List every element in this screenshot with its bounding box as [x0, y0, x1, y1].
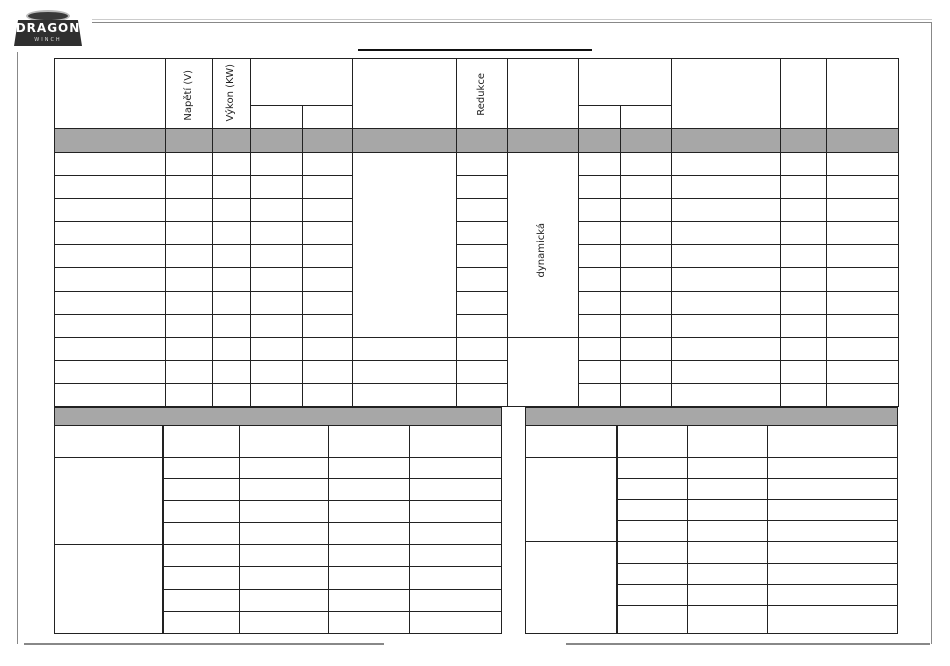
table-cell: [213, 153, 251, 176]
table-cell: [688, 606, 768, 634]
grey-band-cell: [781, 129, 827, 153]
table-cell: [618, 458, 688, 479]
header-cell: [688, 426, 768, 458]
header-cell: [768, 426, 898, 458]
table-cell: [672, 245, 781, 268]
table-cell: [672, 292, 781, 315]
grey-band-cell: [303, 129, 353, 153]
table-cell: [213, 199, 251, 222]
table-cell: [457, 268, 508, 292]
table-cell: [827, 338, 899, 361]
group-cell: [54, 545, 164, 634]
table-cell: [251, 361, 303, 384]
table-cell: [303, 361, 353, 384]
table-cell: [781, 338, 827, 361]
table-cell: [827, 315, 899, 338]
table-cell: [164, 458, 240, 479]
header-cell: [240, 426, 329, 458]
header-cell: [508, 59, 579, 129]
table-cell: [768, 479, 898, 500]
header-cell: [525, 426, 618, 458]
table-cell: [672, 384, 781, 407]
table-cell: [688, 564, 768, 585]
table-cell: [457, 153, 508, 176]
merged-cell: [508, 338, 579, 407]
table-cell: [672, 315, 781, 338]
table-cell: [781, 199, 827, 222]
grey-band-cell: [166, 129, 213, 153]
table-cell: [688, 542, 768, 564]
logo-subtitle: WINCH: [34, 37, 62, 43]
table-cell: [410, 523, 502, 545]
table-cell: [781, 153, 827, 176]
table-cell: [213, 384, 251, 407]
bottom-right-table: [525, 407, 898, 634]
table-cell: [240, 458, 329, 479]
table-cell: [579, 199, 621, 222]
table-cell: [688, 585, 768, 606]
table-cell: [166, 315, 213, 338]
table-cell: [329, 479, 410, 501]
table-cell: [621, 338, 672, 361]
table-cell: [579, 153, 621, 176]
table-cell: [827, 222, 899, 245]
header-cell: [54, 426, 164, 458]
grey-band-cell: [251, 129, 303, 153]
table-cell: [251, 153, 303, 176]
table-cell: [55, 153, 166, 176]
reduction-header-label: Redukce: [476, 73, 487, 116]
table-cell: [240, 479, 329, 501]
table-cell: [618, 542, 688, 564]
table-cell: [166, 222, 213, 245]
table-cell: [457, 199, 508, 222]
header-cell: [353, 59, 457, 129]
table-cell: [579, 245, 621, 268]
table-cell: [213, 245, 251, 268]
table-cell: [781, 384, 827, 407]
table-cell: [579, 292, 621, 315]
table-cell: [55, 268, 166, 292]
table-cell: [621, 268, 672, 292]
table-cell: [672, 153, 781, 176]
table-cell: [768, 585, 898, 606]
bottom-left-table: [54, 407, 502, 634]
table-cell: [827, 384, 899, 407]
grey-band-cell: [457, 129, 508, 153]
table-cell: [781, 245, 827, 268]
table-cell: [579, 222, 621, 245]
table-cell: [213, 176, 251, 199]
header-cell: [164, 426, 240, 458]
table-cell: [251, 338, 303, 361]
table-cell: [55, 245, 166, 268]
table-cell: [579, 384, 621, 407]
table-cell: [166, 384, 213, 407]
table-cell: [303, 268, 353, 292]
table-cell: [618, 479, 688, 500]
table-cell: [457, 222, 508, 245]
table-cell: [827, 199, 899, 222]
table-cell: [166, 361, 213, 384]
table-cell: [410, 590, 502, 612]
table-cell: [672, 338, 781, 361]
group-cell: [54, 458, 164, 545]
table-title-bar: [525, 407, 898, 426]
table-cell: [672, 268, 781, 292]
table-cell: [688, 479, 768, 500]
table-cell: [55, 199, 166, 222]
group-cell: [525, 458, 618, 542]
table-cell: [781, 361, 827, 384]
table-cell: [410, 501, 502, 523]
table-cell: [781, 315, 827, 338]
table-cell: [240, 545, 329, 567]
table-cell: [618, 521, 688, 542]
table-cell: [621, 384, 672, 407]
table-cell: [579, 315, 621, 338]
table-cell: [781, 222, 827, 245]
header-cell: [618, 426, 688, 458]
table-cell: [688, 458, 768, 479]
grey-band-cell: [672, 129, 781, 153]
merged-cell-dynamic: [508, 153, 579, 338]
table-cell: [579, 268, 621, 292]
table-cell: [768, 458, 898, 479]
table-cell: [621, 222, 672, 245]
table-cell: [55, 338, 166, 361]
grey-band-cell: [353, 129, 457, 153]
brand-logo: [10, 10, 86, 50]
table-cell: [621, 315, 672, 338]
table-cell: [251, 245, 303, 268]
table-cell: [329, 612, 410, 634]
bottom-frame-line-left: [24, 643, 384, 645]
title-underline: [358, 49, 592, 51]
table-cell: [672, 222, 781, 245]
table-cell: [672, 361, 781, 384]
grey-band-cell: [55, 129, 166, 153]
table-cell: [166, 292, 213, 315]
header-subcell: [303, 106, 353, 129]
table-cell: [827, 361, 899, 384]
specification-table: [54, 58, 899, 408]
logo-name: DRAGON: [15, 21, 81, 35]
table-cell: [166, 245, 213, 268]
table-cell: [781, 292, 827, 315]
table-cell: [329, 590, 410, 612]
header-subcell: [621, 106, 672, 129]
table-cell: [768, 542, 898, 564]
table-cell: [688, 500, 768, 521]
table-cell: [251, 315, 303, 338]
header-cell: [672, 59, 781, 129]
table-cell: [457, 338, 508, 361]
table-cell: [688, 521, 768, 542]
table-cell: [672, 199, 781, 222]
table-cell: [329, 567, 410, 590]
table-cell: [303, 384, 353, 407]
voltage-header-label: Napětí (V): [183, 70, 194, 121]
top-frame-line: [92, 22, 932, 23]
table-cell: [827, 245, 899, 268]
header-cell: [55, 59, 166, 129]
left-frame-line: [17, 52, 18, 644]
table-cell: [251, 384, 303, 407]
table-cell: [166, 338, 213, 361]
table-cell: [164, 545, 240, 567]
table-title-bar: [54, 407, 502, 426]
table-cell: [768, 521, 898, 542]
table-cell: [251, 268, 303, 292]
right-frame-line: [931, 22, 932, 644]
table-cell: [303, 176, 353, 199]
table-cell: [303, 245, 353, 268]
table-cell: [618, 564, 688, 585]
header-cell: [827, 59, 899, 129]
table-cell: [213, 338, 251, 361]
table-cell: [618, 585, 688, 606]
table-cell: [303, 222, 353, 245]
table-cell: [457, 384, 508, 407]
table-cell: [768, 606, 898, 634]
table-cell: [329, 458, 410, 479]
table-cell: [55, 361, 166, 384]
header-cell: [781, 59, 827, 129]
table-cell: [329, 501, 410, 523]
table-cell: [240, 523, 329, 545]
table-cell: [213, 361, 251, 384]
grey-band-cell: [508, 129, 579, 153]
grey-band-cell: [621, 129, 672, 153]
power-header-label: Výkon (KW): [225, 63, 236, 121]
table-cell: [251, 222, 303, 245]
table-cell: [579, 361, 621, 384]
grey-band-cell: [213, 129, 251, 153]
table-cell: [621, 199, 672, 222]
table-cell: [240, 590, 329, 612]
table-cell: [329, 523, 410, 545]
table-cell: [166, 176, 213, 199]
merged-cell: [353, 153, 457, 338]
table-cell: [55, 222, 166, 245]
table-cell: [164, 523, 240, 545]
header-subcell: [579, 106, 621, 129]
table-cell: [621, 176, 672, 199]
table-cell: [457, 361, 508, 384]
table-cell: [768, 500, 898, 521]
table-cell: [827, 292, 899, 315]
table-cell: [621, 153, 672, 176]
table-cell: [213, 292, 251, 315]
table-cell: [55, 292, 166, 315]
table-cell: [621, 292, 672, 315]
table-cell: [251, 176, 303, 199]
table-cell: [457, 176, 508, 199]
table-cell: [827, 176, 899, 199]
table-cell: [55, 176, 166, 199]
table-cell: [410, 545, 502, 567]
table-cell: [303, 338, 353, 361]
table-cell: [618, 606, 688, 634]
table-cell: [781, 268, 827, 292]
table-cell: [410, 612, 502, 634]
table-cell: [240, 612, 329, 634]
table-cell: [410, 567, 502, 590]
table-cell: [781, 176, 827, 199]
header-cell-group: [579, 59, 672, 106]
table-cell: [303, 292, 353, 315]
table-cell: [303, 315, 353, 338]
table-cell: [768, 564, 898, 585]
table-cell: [213, 222, 251, 245]
table-cell: [303, 199, 353, 222]
table-cell: [166, 268, 213, 292]
header-cell: [410, 426, 502, 458]
table-cell: [164, 612, 240, 634]
table-cell: [672, 176, 781, 199]
table-cell: [164, 501, 240, 523]
table-cell: [55, 384, 166, 407]
table-cell: [618, 500, 688, 521]
header-subcell: [251, 106, 303, 129]
group-cell: [525, 542, 618, 634]
table-cell: [164, 479, 240, 501]
table-cell: [166, 153, 213, 176]
table-cell: [410, 479, 502, 501]
header-cell: [329, 426, 410, 458]
table-cell: [353, 384, 457, 407]
table-cell: [240, 501, 329, 523]
dynamic-label: dynamická: [536, 223, 547, 278]
table-cell: [213, 268, 251, 292]
table-cell: [251, 199, 303, 222]
table-cell: [410, 458, 502, 479]
table-cell: [827, 268, 899, 292]
table-cell: [353, 361, 457, 384]
header-cell-group: [251, 59, 353, 106]
table-cell: [579, 176, 621, 199]
table-cell: [164, 567, 240, 590]
table-cell: [240, 567, 329, 590]
table-cell: [166, 199, 213, 222]
top-frame-line-2: [92, 19, 932, 20]
table-cell: [621, 361, 672, 384]
grey-band-cell: [827, 129, 899, 153]
grey-band-cell: [579, 129, 621, 153]
table-cell: [329, 545, 410, 567]
table-cell: [213, 315, 251, 338]
table-cell: [827, 153, 899, 176]
table-cell: [457, 292, 508, 315]
table-cell: [164, 590, 240, 612]
table-cell: [251, 292, 303, 315]
table-cell: [457, 315, 508, 338]
table-cell: [303, 153, 353, 176]
table-cell: [621, 245, 672, 268]
bottom-frame-line-right: [566, 643, 930, 645]
table-cell: [55, 315, 166, 338]
table-cell: [579, 338, 621, 361]
table-cell: [353, 338, 457, 361]
table-cell: [457, 245, 508, 268]
